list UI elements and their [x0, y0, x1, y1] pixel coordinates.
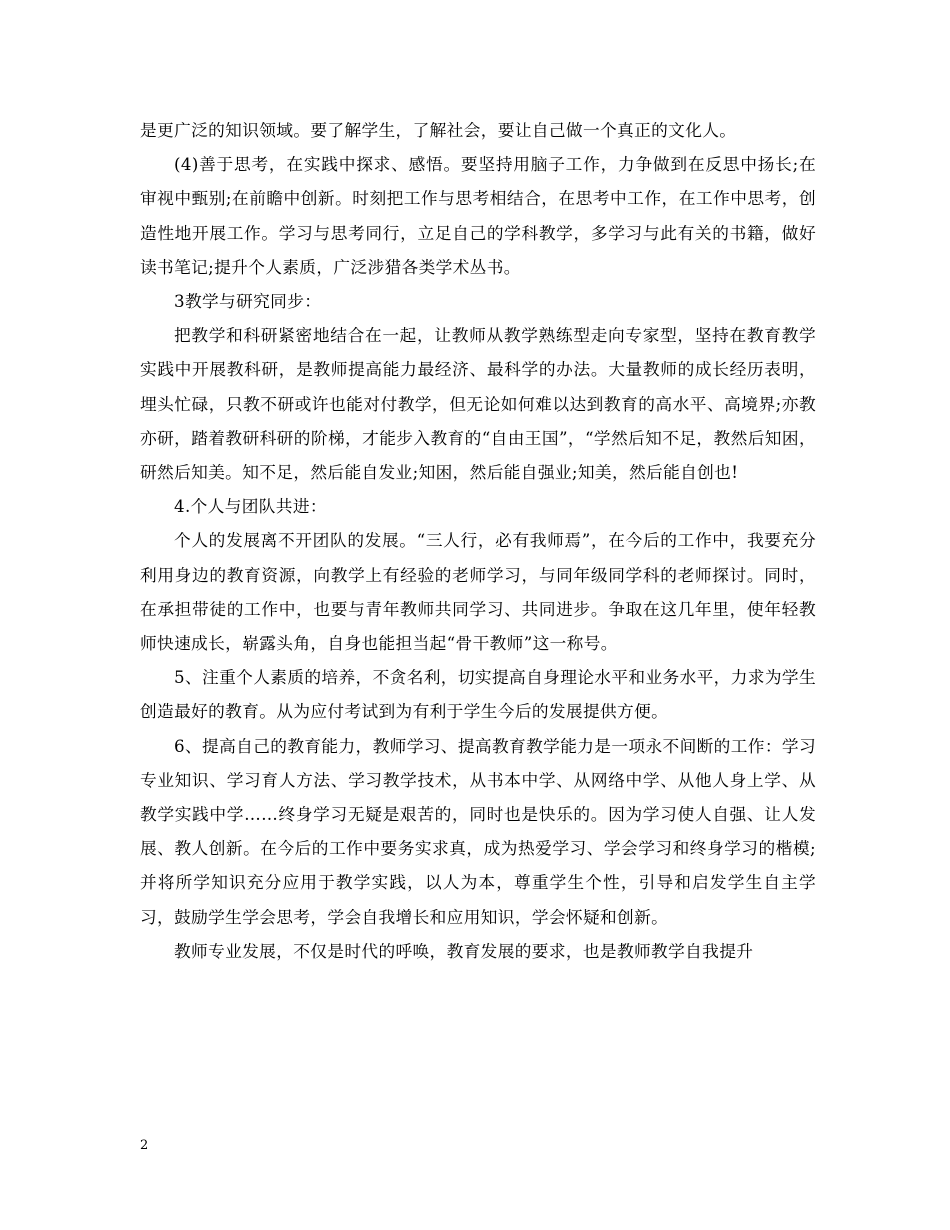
paragraph: 6、提高自己的教育能力，教师学习、提高教育教学能力是一项永不间断的工作：学习专业知识、学习育人方法、学习教学技术，从书本中学、从网络中学、从他人身上学、从教学实践中学……终身学习无疑是艰苦的，同时也是快乐的。因为学习使人自强、让人发展、教人创新。在今后的工作中要务实求真，成为热爱学习、学会学习和终身学习的楷模;并将所学知识充分应用于教学实践，以人为本，尊重学生个性，引导和启发学生自主学习，鼓励学生学会思考，学会自我增长和应用知识，学会怀疑和创新。 [140, 735, 816, 927]
page-number: 2 [140, 1138, 149, 1153]
section-heading: 4.个人与团队共进： [174, 496, 327, 517]
paragraph: 把教学和科研紧密地结合在一起，让教师从教学熟练型走向专家型，坚持在教育教学实践中开展教科研，是教师提高能力最经济、最科学的办法。大量教师的成长经历表明，埋头忙碌，只教不研或许也能对付教学，但无论如何难以达到教育的高水平、高境界;亦教亦研，踏着教研科研的阶梯，才能步入教育的“自由王国”，“学然后知不足，教然后知困，研然后知美。知不足，然后能自发业;知困，然后能自强业;知美，然后能自创也! [140, 325, 816, 483]
paragraph: 5、注重个人素质的培养，不贪名利，切实提高自身理论水平和业务水平，力求为学生创造最好的教育。从为应付考试到为有利于学生今后的发展提供方便。 [140, 667, 816, 722]
paragraph: 是更广泛的知识领域。要了解学生，了解社会，要让自己做一个真正的文化人。 [140, 120, 737, 140]
paragraph: 教师专业发展，不仅是时代的呼唤，教育发展的要求，也是教师教学自我提升 [174, 940, 754, 961]
document-body [140, 113, 816, 968]
paragraph: 个人的发展离不开团队的发展。“三人行，必有我师焉”，在今后的工作中，我要充分利用身边的教育资源，向教学上有经验的老师学习，与同年级同学科的老师探讨。同时，在承担带徒的工作中，也要与青年教师共同学习、共同进步。争取在这几年里，使年轻教师快速成长，崭露头角，自身也能担当起“骨干教师”这一称号。 [140, 530, 816, 654]
paragraph: (4)善于思考，在实践中探求、感悟。要坚持用脑子工作，力争做到在反思中扬长;在审视中甄别;在前瞻中创新。时刻把工作与思考相结合，在思考中工作，在工作中思考，创造性地开展工作。学习与思考同行，立足自己的学科教学，多学习与此有关的书籍，做好读书笔记;提升个人素质，广泛涉猎各类学术丛书。 [140, 154, 816, 277]
section-heading: 3教学与研究同步： [174, 291, 322, 312]
